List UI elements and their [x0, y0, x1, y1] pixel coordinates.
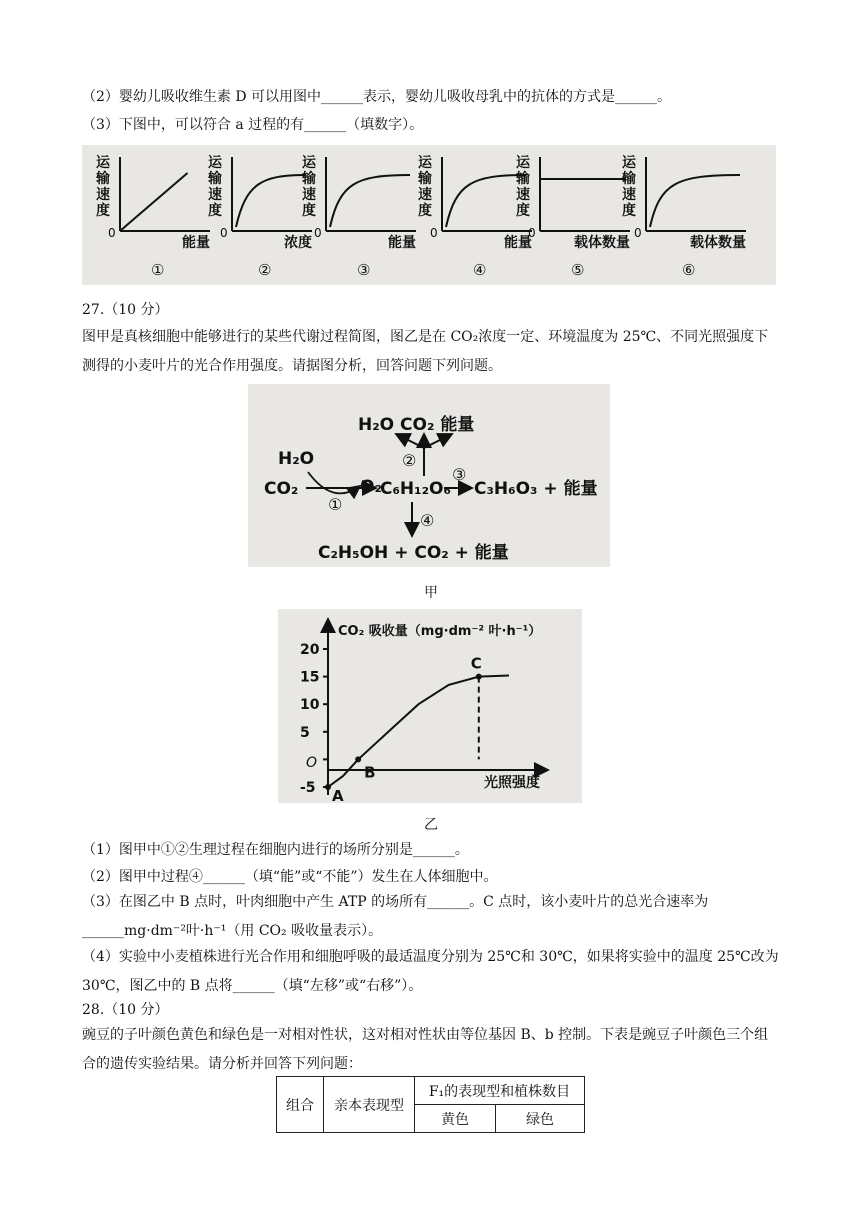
metabolism-diagram-svg: [248, 384, 610, 567]
y-tick-label: -5: [300, 780, 316, 796]
graph-y-label-char: 运: [96, 155, 110, 171]
point-a-marker: [325, 784, 331, 790]
transport-graph-5: [515, 155, 630, 279]
graph-x-label: 能量: [504, 235, 532, 251]
transport-graph-1: [95, 155, 210, 279]
graph-number-label: ②: [258, 261, 272, 279]
transport-graphs-figure: [82, 145, 776, 285]
graph-y-label-char: 输: [418, 171, 432, 187]
point-b-label: B: [364, 763, 376, 782]
arrow-to-energy: [424, 434, 452, 448]
graph-y-label-char: 速: [516, 187, 530, 203]
graph-y-label-char: 运: [418, 155, 432, 171]
table-header-yellow: 黄色: [415, 1105, 496, 1133]
graph-origin-label: 0: [108, 226, 116, 240]
graph-number-label: ①: [151, 261, 165, 279]
graph-origin-label: 0: [220, 226, 228, 240]
y-tick-label: 15: [300, 669, 320, 686]
metabolism-diagram: [248, 384, 610, 567]
graph-origin-label: 0: [528, 226, 536, 240]
table-header-green: 绿色: [496, 1105, 585, 1133]
graph-x-label: 载体数量: [690, 235, 746, 251]
graph-y-label-char: 运: [302, 155, 316, 171]
transport-graphs-svg: [82, 145, 776, 285]
diagram-caption-jia: 甲: [424, 585, 438, 601]
graph-y-label-char: 输: [622, 171, 636, 187]
graph-number-label: ⑥: [682, 261, 696, 279]
q27-intro: 图甲是真核细胞中能够进行的某些代谢过程简图，图乙是在 CO₂浓度一定、环境温度为 25℃、不同光照强度下测得的小麦叶片的光合作用强度。请据图分析，回答问题下列问题。: [82, 329, 769, 374]
q27-question-1: （1）图甲中①②生理过程在细胞内进行的场所分别是______。: [82, 842, 469, 858]
graph-y-label-char: 运: [622, 155, 636, 171]
glucose-label: C₆H₁₂O₆: [380, 479, 451, 499]
q27-question-3: （3）在图乙中 B 点时，叶肉细胞中产生 ATP 的场所有______。C 点时，该小麦叶片的总光合速率为______mg·dm⁻²叶·h⁻¹（用 CO₂ 吸收量表示）。: [82, 894, 709, 939]
process-2-number: ②: [402, 451, 417, 470]
graph-curve: [120, 173, 188, 231]
graph-y-label-char: 输: [516, 171, 530, 187]
photosynthesis-chart: [278, 609, 582, 803]
top-products-label: H₂O CO₂ 能量: [358, 415, 475, 435]
graph-y-label-char: 速: [302, 187, 316, 203]
transport-graph-2: [207, 155, 312, 279]
point-c-marker: [476, 674, 482, 680]
arrow-to-h2o: [396, 434, 424, 448]
transport-graph-4: [417, 155, 532, 279]
graph-curve: [650, 175, 740, 227]
o2-product-label: O₂: [360, 477, 382, 497]
lactic-acid-products: C₃H₆O₃ + 能量: [474, 479, 598, 499]
y-tick-label: 5: [300, 724, 310, 741]
graph-number-label: ③: [357, 261, 371, 279]
graph-x-label: 载体数量: [574, 235, 630, 251]
q27-question-4: （4）实验中小麦植株进行光合作用和细胞呼吸的最适温度分别为 25℃和 30℃，如果将实验中的温度 25℃改为 30℃，图乙中的 B 点将______（填“左移”或“右移”）。: [82, 949, 779, 994]
point-c-label: C: [470, 654, 482, 673]
graph-origin-label: 0: [314, 226, 322, 240]
q26-subquestion-3: （3）下图中，可以符合 a 过程的有______（填数字）。: [82, 117, 424, 133]
graph-number-label: ④: [473, 261, 487, 279]
q28-header: 28.（10 分）: [82, 1002, 169, 1018]
y-tick-label: 10: [300, 697, 320, 714]
table-header-group: 组合: [277, 1077, 324, 1133]
graph-y-label-char: 输: [302, 171, 316, 187]
graph-y-label-char: 速: [96, 187, 110, 203]
genetics-table: [276, 1076, 585, 1133]
graph-curve: [330, 175, 410, 227]
process-3-number: ③: [452, 465, 467, 484]
point-b-marker: [355, 756, 361, 762]
graph-origin-label: 0: [430, 226, 438, 240]
photosynthesis-chart-svg: [278, 609, 582, 803]
graph-x-label: 能量: [182, 235, 210, 251]
graph-y-label-char: 输: [208, 171, 222, 187]
graph-y-label-char: 度: [516, 203, 530, 219]
process-1-number: ①: [328, 495, 343, 514]
graph-y-label-char: 输: [96, 171, 110, 187]
graph-y-label-char: 度: [302, 203, 316, 219]
transport-graph-3: [301, 155, 416, 279]
h2o-reactant-label: H₂O: [278, 449, 315, 469]
q26-subquestion-2: （2）婴幼儿吸收维生素 D 可以用图中______表示，婴幼儿吸收母乳中的抗体的方式是______。: [82, 89, 672, 105]
chart-origin-label: O: [306, 755, 318, 771]
graph-origin-label: 0: [634, 226, 642, 240]
graph-y-label-char: 度: [622, 203, 636, 219]
q27-question-2: （2）图甲中过程④______（填“能”或“不能”）发生在人体细胞中。: [82, 869, 498, 885]
graph-y-label-char: 速: [418, 187, 432, 203]
table-header-f1: F₁的表现型和植株数目: [415, 1077, 585, 1105]
graph-y-label-char: 运: [516, 155, 530, 171]
graph-y-label-char: 度: [418, 203, 432, 219]
process-4-number: ④: [420, 511, 435, 530]
graph-number-label: ⑤: [571, 261, 585, 279]
o2-release-arrow: [308, 472, 360, 493]
graph-curve: [236, 175, 306, 227]
graph-curve: [446, 175, 526, 227]
q27-header: 27.（10 分）: [82, 302, 169, 318]
table-header-parent: 亲本表现型: [324, 1077, 415, 1133]
graph-y-label-char: 速: [622, 187, 636, 203]
chart-caption-yi: 乙: [424, 817, 438, 833]
graph-x-label: 浓度: [284, 235, 312, 251]
q28-intro: 豌豆的子叶颜色黄色和绿色是一对相对性状，这对相对性状由等位基因 B、b 控制。下表是豌豆子叶颜色三个组合的遗传实验结果。请分析并回答下列问题：: [82, 1027, 769, 1072]
graph-y-label-char: 度: [208, 203, 222, 219]
point-a-label: A: [332, 787, 344, 803]
graph-x-label: 能量: [388, 235, 416, 251]
co2-reactant-label: CO₂: [264, 479, 299, 499]
graph-y-label-char: 速: [208, 187, 222, 203]
y-tick-label: 20: [300, 642, 320, 658]
chart-y-axis-label: CO₂ 吸收量（mg·dm⁻² 叶·h⁻¹）: [338, 624, 542, 639]
ethanol-products: C₂H₅OH + CO₂ + 能量: [318, 543, 509, 563]
graph-y-label-char: 度: [96, 203, 110, 219]
graph-y-label-char: 运: [208, 155, 222, 171]
chart-x-axis-label: 光照强度: [484, 775, 540, 791]
transport-graph-6: [621, 155, 746, 279]
